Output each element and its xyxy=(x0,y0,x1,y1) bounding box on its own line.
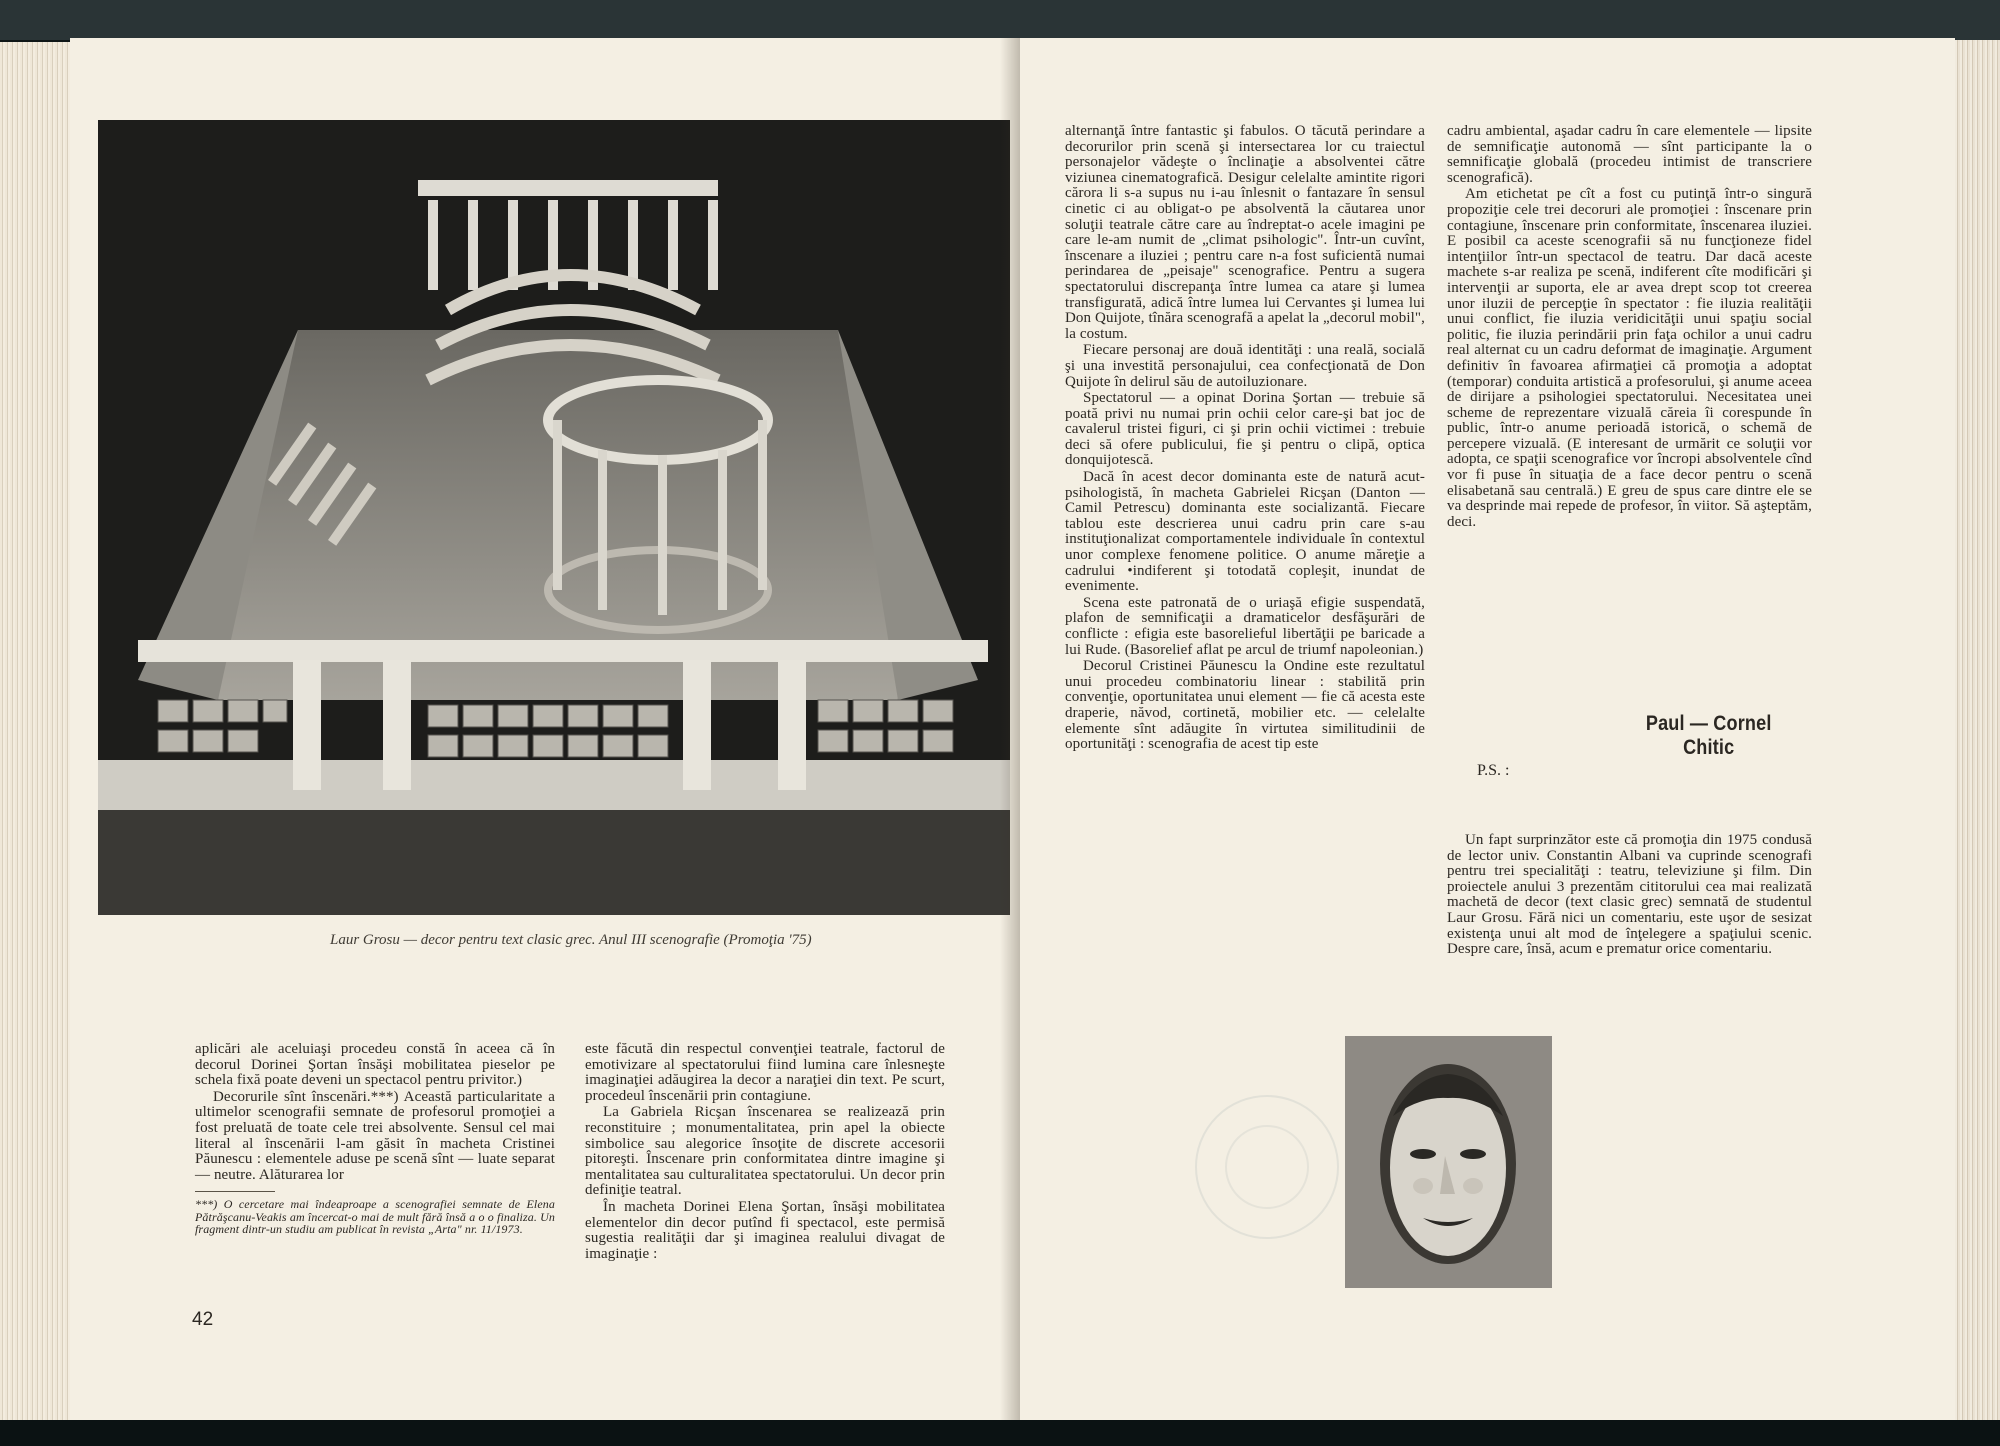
paragraph: aplicări ale aceluiaşi procedeu constă în aceea că în decorul Dorinei Şortan însăşi mobilitatea pieselor pe schela fixă poate deveni un spectacol pentru privitor.) xyxy=(195,1041,555,1089)
paragraph: În macheta Dorinei Elena Şortan, însăşi mobilitatea elementelor din decor putînd fi spectacol, este permisă sugestia realităţii dar şi imaginea realului divagat de imaginaţie : xyxy=(585,1198,945,1262)
paragraph: Am etichetat pe cît a fost cu putinţă într-o singură propoziţie cele trei decoruri ale promoţiei : înscenare prin contagiune, înscenare prin conformitate, înscenarea iluziei. E posibil ca aceste scenografii să nu funcţioneze fidel intenţiilor într-un spectacol de teatru. Dar dacă aceste machete s-ar realiza pe scenă, indiferent cîte modificări şi intervenţii ar suporta, ele ar avea drept scop tot creerea unor iluzii de percepţie în spectator : fie iluzia realităţii unui conflict, fie iluzia veridicităţii unui spaţiu social politic, fie iluzia perindării prin faţa ochilor a unui cadru real alternat cu un cadru deformat de imaginaţie. Argument definitiv în favoarea afirmaţiei că promoţia a adoptat (temporar) conduita artistică a profesorului, şi anume aceea de dirijare a psihologiei spectatorului. Necesitatea unei scheme de reprezentare vizuală căreia îi corespunde în public, într-o anume perioadă istorică, o schemă de percepere vizuală. (E interesant de urmărit ce soluţii vor adopta, ce spaţii scenografice vor încropi absolventele cînd vor fi puse în situaţia de a face decor pentru o scenă elisabetană sau centrală.) E greu de spus care dintre ele se va desprinde mai repede de profesor, în viitor. Să aşteptăm, deci. xyxy=(1447,186,1812,530)
right-page-column-1 xyxy=(1065,124,1425,753)
left-page xyxy=(70,38,1020,1420)
stage-model-illustration xyxy=(98,120,1010,915)
paragraph: Decorul Cristinei Păunescu la Ondine este rezultatul unui procedeu combinatoriu linear : stabilită prin convenţie, oportunitatea unui element — fie că acesta este draperie, năvod, cortinetă, mobilier etc. — celelalte elemente sînt adăugite în virtutea similitudinii de oportunităţi : scenografia de acest tip este xyxy=(1065,658,1425,753)
page-number: 42 xyxy=(192,1309,214,1330)
footnote xyxy=(195,1198,555,1236)
footnote-text: ***) O cercetare mai îndeaproape a scenografiei semnate de Elena Pătrăşcanu-Veakis am încercat-o mai de mult fără însă a o o finaliza. Un fragment dintr-un studiu am publicat în revista „Arta" nr. 11/1973. xyxy=(195,1197,555,1237)
paragraph: Dacă în acest decor dominanta este de natură acut-psihologistă, în macheta Gabrielei Ricşan (Danton — Camil Petrescu) dominanta este socializantă. Fiecare tablou este descrierea unui cadru prin care s-au instituţionalizat comportamentele individuale în contextul unor complexe fenomene politice. O anume măreţie a cadrului •indiferent şi totodată copleşit, inundat de evenimente. xyxy=(1065,469,1425,595)
postscript-text-block xyxy=(1447,833,1812,958)
faded-stamp xyxy=(1195,1095,1339,1239)
right-page-column-2 xyxy=(1447,124,1812,530)
paragraph: Decorurile sînt înscenări.***) Această particularitate a ultimelor scenografii semnate de profesorul promoţiei a fost preluată de toate cele trei absolvente. Sensul cel mai literal al înscenării l-am găsit în macheta Cristinei Păunescu : elementele aduse pe scenă sînt — luate separat — neutre. Alăturarea lor xyxy=(195,1088,555,1183)
left-page-column-2 xyxy=(585,1042,945,1262)
author-signature: Paul — Cornel Chitic xyxy=(1645,712,1772,759)
figure-caption: Laur Grosu — decor pentru text clasic grec. Anul III scenografie (Promoţia '75) xyxy=(330,932,812,948)
right-page xyxy=(1020,38,1955,1420)
postscript-paragraph: Un fapt surprinzător este că promoţia din 1975 condusă de lector univ. Constantin Albani va cuprinde scenografi pentru trei specialităţi : teatru, televiziune şi film. Din proiectele anului 3 prezentăm cititorului cea mai realizată machetă de decor (text clasic grec) semnată de studentul Laur Grosu. Fără nici un comentariu, este uşor de sesizat existenţa unui alt mod de înţelegere a spaţiului scenic. Despre care, însă, acum e prematur orice comentariu. xyxy=(1447,832,1812,958)
paragraph: alternanţă între fantastic şi fabulos. O tăcută perindare a decorurilor prin scenă şi intersectarea lor cu traiectul personajelor vădeşte o înclinaţie a absolventei către viziunea cinematografică. Desigur celelalte amintite rigori cărora li s-a supus nu i-au înlesnit o fantazare în sensul cinetic ci au obligat-o pe absolventă la căutarea unor soluţii teatrale către care au îndreptat-o acele imagini pe care le-am numit de „climat psihologic". Într-un cuvînt, înscenare a iluziei ; pentru care n-a fost suficientă numai perindarea de „peisaje" scenografice. Pentru a sugera spectatorului discrepanţa între lumea ca atare şi lumea transfigurată, adică între lumea lui Cervantes şi lumea lui Don Quijote, tînăra scenografă a apelat la „decorul mobil", la costum. xyxy=(1065,123,1425,342)
theatre-mask-image xyxy=(1345,1036,1552,1288)
postscript-label: P.S. : xyxy=(1477,762,1510,779)
left-page-column-1 xyxy=(195,1042,555,1236)
page-edges-left xyxy=(0,42,70,1420)
page-edges-right xyxy=(1950,40,2000,1420)
paragraph: La Gabriela Ricşan înscenarea se realizează prin reconstituire ; monumentalitatea, prin apel la obiecte simbolice sau alegorice însoţite de discrete accesorii pitoreşti. Înscenare prin conformitatea dintre imagine şi mentalitatea sau culturalitatea spectatorului. Un decor prin definiţie teatral. xyxy=(585,1104,945,1199)
paragraph: Scena este patronată de o uriaşă efigie suspendată, plafon de semnificaţii a dramaticelor desfăşurări de conflicte : efigia este basorelieful libertăţii pe baricade a lui Rude. (Basorelief aflat pe arcul de triumf napoleonian.) xyxy=(1065,594,1425,658)
footnote-divider xyxy=(195,1191,275,1192)
background-bottom xyxy=(0,1420,2000,1446)
mask-photo xyxy=(1345,1036,1552,1288)
paragraph: Fiecare personaj are două identităţi : una reală, socială şi una investită personajului, cea confecţionată de Don Quijote în delirul său de autoiluzionare. xyxy=(1065,342,1425,390)
background-top xyxy=(0,0,2000,40)
paragraph: Spectatorul — a opinat Dorina Şortan — trebuie să poată privi nu numai prin ochii celor care-şi bat joc de cavalerul tristei figuri, ci şi prin ochii victimei : trebuie deci să ofere publicului, fie şi pentru o clipă, optica donquijotescă. xyxy=(1065,390,1425,469)
paragraph: este făcută din respectul convenţiei teatrale, factorul de emotivizare al spectatorului fiind lumina care înlesneşte imaginaţiei adăugirea la decor a naraţiei din text. Pe scurt, procedeul înscenării prin contagiune. xyxy=(585,1041,945,1104)
paragraph: cadru ambiental, aşadar cadru în care elementele — lipsite de semnificaţie autonomă — sînt participante la o semnificaţie globală (procedeu intimist de transcriere scenografică). xyxy=(1447,123,1812,186)
stage-model-photo xyxy=(98,120,1010,915)
